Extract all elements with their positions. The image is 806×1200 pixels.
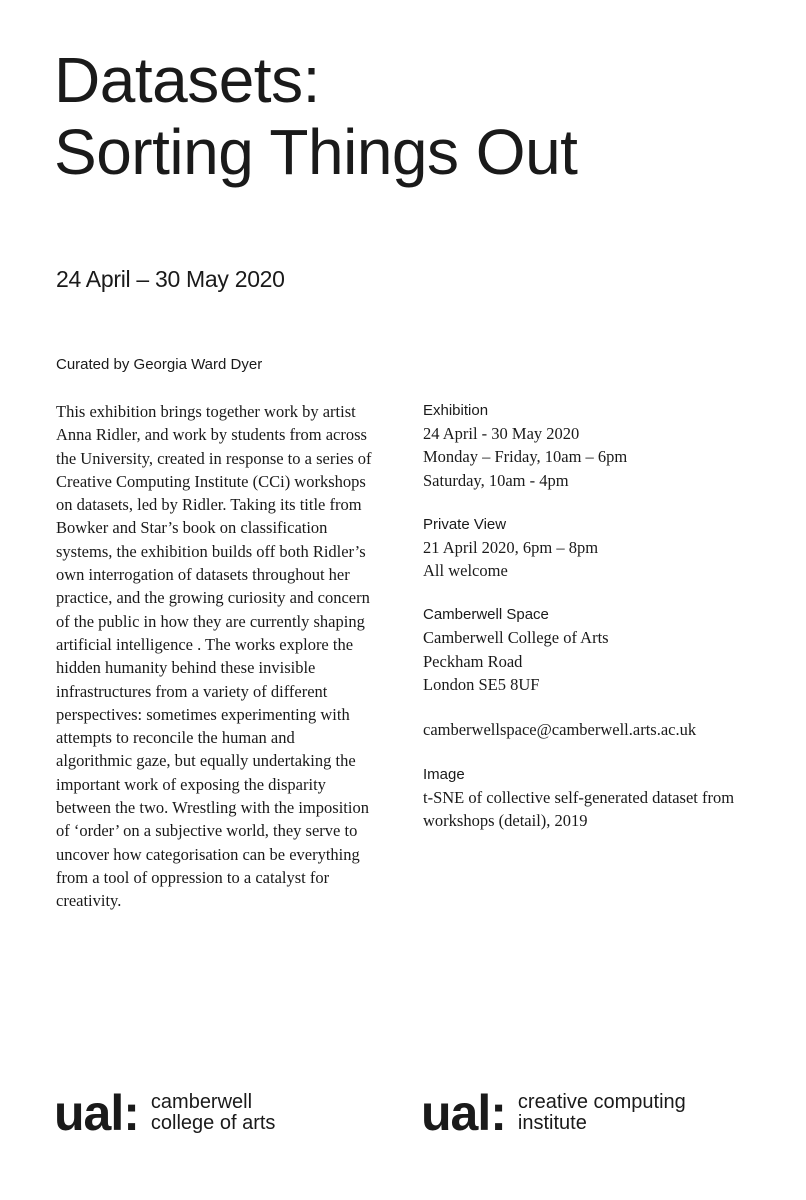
description-line: important work of exposing the disparity bbox=[56, 774, 326, 794]
exhibition-info bbox=[423, 400, 783, 854]
exhibition-section bbox=[423, 400, 783, 492]
description-line: hidden humanity behind these invisible bbox=[56, 658, 316, 678]
logo-line: college of arts bbox=[150, 1112, 276, 1134]
description-line: from a tool of oppression to a catalyst for bbox=[56, 867, 330, 887]
title-line-2: Sorting Things Out bbox=[54, 116, 578, 188]
contact-email: camberwellspace@camberwell.arts.ac.uk bbox=[423, 720, 697, 740]
logo-line: institute bbox=[517, 1112, 587, 1134]
description-line: This exhibition brings together work by artist bbox=[56, 402, 356, 421]
description-line: the University, created in response to a series of bbox=[56, 448, 372, 468]
private-view-note: All welcome bbox=[423, 561, 508, 581]
description-line: perspectives: sometimes experimenting with bbox=[56, 704, 350, 724]
saturday-hours: Saturday, 10am - 4pm bbox=[423, 470, 569, 490]
description-line: Anna Ridler, and work by students from across bbox=[56, 425, 367, 445]
venue-heading: Camberwell Space bbox=[423, 606, 549, 624]
exhibition-dates: 24 April – 30 May 2020 bbox=[56, 266, 285, 292]
description-line: Bowker and Star’s book on classification bbox=[56, 518, 328, 538]
email-section bbox=[423, 718, 783, 741]
exhibition-description bbox=[56, 400, 396, 913]
description-line: between the two. Wrestling with the imposition bbox=[56, 798, 369, 818]
logo-line: camberwell bbox=[150, 1091, 253, 1113]
title-line-1: Datasets: bbox=[54, 44, 320, 116]
image-heading: Image bbox=[423, 765, 465, 783]
description-line: infrastructures from a variety of different bbox=[56, 681, 328, 701]
description-line: Creative Computing Institute (CCi) workshops bbox=[56, 471, 366, 491]
venue-address-line: London SE5 8UF bbox=[423, 675, 540, 695]
description-line: on datasets, led by Ridler. Taking its title from bbox=[56, 495, 362, 515]
description-line: creativity. bbox=[56, 891, 122, 911]
image-caption-line: workshops (detail), 2019 bbox=[423, 810, 588, 830]
curator-credit: Curated by Georgia Ward Dyer bbox=[56, 356, 263, 373]
cci-logo-text bbox=[518, 1092, 686, 1134]
logo-line: creative computing bbox=[517, 1091, 686, 1113]
venue-section bbox=[423, 604, 783, 696]
venue-address-line: Peckham Road bbox=[423, 651, 523, 671]
description-line: attempts to reconcile the human and bbox=[56, 728, 295, 748]
page-title bbox=[54, 44, 577, 188]
cci-logo bbox=[421, 1085, 686, 1141]
exhibition-heading: Exhibition bbox=[423, 402, 489, 419]
private-view-section bbox=[423, 514, 783, 583]
description-line: algorithmic gaze, but equally undertaking the bbox=[56, 751, 356, 771]
ual-logo-mark: ual: bbox=[54, 1085, 139, 1141]
camberwell-logo bbox=[54, 1085, 276, 1141]
description-line: systems, the exhibition builds off both Ridler’s bbox=[56, 541, 366, 561]
description-line: artificial intelligence . The works explore the bbox=[56, 634, 354, 654]
exhibition-dates-line: 24 April - 30 May 2020 bbox=[423, 424, 580, 443]
description-line: practice, and the growing curiosity and concern bbox=[56, 588, 370, 608]
image-caption-line: t-SNE of collective self-generated dataset from bbox=[423, 787, 735, 807]
description-line: of ‘order’ on a subjective world, they serve to bbox=[56, 821, 358, 841]
private-view-heading: Private View bbox=[423, 515, 507, 533]
private-view-date: 21 April 2020, 6pm – 8pm bbox=[423, 537, 599, 557]
image-credit-section bbox=[423, 764, 783, 833]
camberwell-logo-text bbox=[151, 1092, 276, 1134]
description-line: uncover how categorisation can be everything bbox=[56, 844, 360, 864]
venue-address-line: Camberwell College of Arts bbox=[423, 628, 609, 648]
description-line: of the public in how they are currently shaping bbox=[56, 611, 365, 631]
description-line: own interrogation of datasets throughout her bbox=[56, 565, 350, 585]
ual-logo-mark: ual: bbox=[421, 1085, 506, 1141]
weekday-hours: Monday – Friday, 10am – 6pm bbox=[423, 447, 628, 467]
